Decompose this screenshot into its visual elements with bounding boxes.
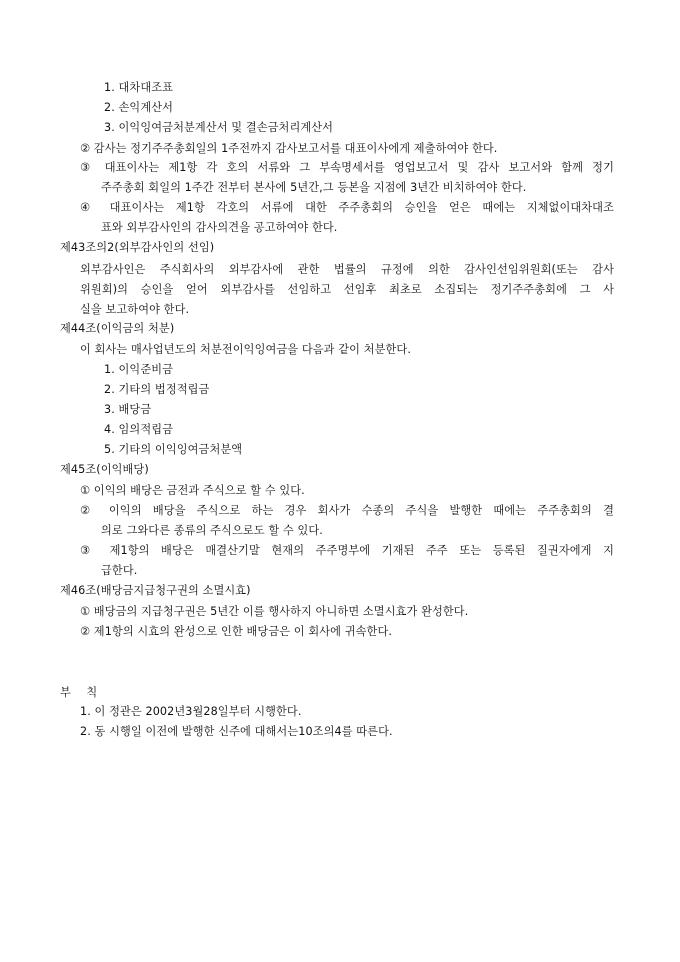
paragraph: ③ 제1항의 배당은 매결산기말 현재의 주주명부에 기재된 주주 또는 등록된 질권자에게 지 [80, 544, 614, 557]
list-item: 2. 동 시행일 이전에 발행한 신주에 대해서는10조의4를 따른다. [80, 725, 393, 738]
paragraph: 실을 보고하여야 한다. [80, 303, 190, 316]
article-heading: 제43조의2(외부감사인의 선임) [60, 241, 215, 254]
paragraph: ③ 대표이사는 제1항 각 호의 서류와 그 부속명세서를 영업보고서 및 감사 보고서와 함께 정기 [80, 161, 614, 174]
paragraph: ④ 대표이사는 제1항 각호의 서류에 대한 주주총회의 승인을 얻은 때에는 지체없이대차대조 [80, 201, 614, 214]
paragraph: 이 회사는 매사업년도의 처분전이익잉여금을 다음과 같이 처분한다. [80, 343, 411, 356]
paragraph: ① 배당금의 지급청구권은 5년간 이를 행사하지 아니하면 소멸시효가 완성한다. [80, 605, 469, 618]
list-item: 2. 기타의 법정적립금 [104, 383, 210, 396]
paragraph-continuation: 표와 외부감사인의 감사의견을 공고하여야 한다. [101, 221, 338, 234]
list-item: 5. 기타의 이익잉여금처분액 [104, 443, 243, 456]
list-item: 4. 임의적립금 [104, 423, 174, 436]
paragraph-continuation: 급한다. [101, 564, 138, 577]
paragraph: 위원회)의 승인을 얻어 외부감사를 선임하고 선임후 최초로 소집되는 정기주주총회에 그 사 [80, 283, 614, 296]
list-item: 1. 이 정관은 2002년3월28일부터 시행한다. [80, 705, 302, 718]
article-heading: 제46조(배당금지급청구권의 소멸시효) [60, 584, 251, 597]
paragraph-continuation: 주주총회 회일의 1주간 전부터 본사에 5년간,그 등본을 지점에 3년간 비치하여야 한다. [101, 181, 527, 194]
paragraph: ① 이익의 배당은 금전과 주식으로 할 수 있다. [80, 484, 305, 497]
paragraph: ② 제1항의 시효의 완성으로 인한 배당금은 이 회사에 귀속한다. [80, 625, 393, 638]
paragraph: 외부감사인은 주식회사의 외부감사에 관한 법률의 규정에 의한 감사인선임위원회(또는 감사 [80, 263, 614, 276]
article-heading: 제45조(이익배당) [60, 463, 149, 476]
list-item: 3. 이익잉여금처분계산서 및 결손금처리계산서 [104, 121, 334, 134]
paragraph: ② 감사는 정기주주총회일의 1주전까지 감사보고서를 대표이사에게 제출하여야 한다. [80, 142, 498, 155]
list-item: 3. 배당금 [104, 403, 152, 416]
addenda-heading: 부 칙 [60, 686, 104, 699]
list-item: 1. 이익준비금 [104, 363, 174, 376]
list-item: 1. 대차대조표 [104, 81, 174, 94]
list-item: 2. 손익계산서 [104, 101, 174, 114]
article-heading: 제44조(이익금의 처분) [60, 322, 175, 335]
paragraph-continuation: 의로 그와다른 종류의 주식으로도 할 수 있다. [101, 524, 323, 537]
paragraph: ② 이익의 배당을 주식으로 하는 경우 회사가 수종의 주식을 발행한 때에는 주주총회의 결 [80, 504, 614, 517]
